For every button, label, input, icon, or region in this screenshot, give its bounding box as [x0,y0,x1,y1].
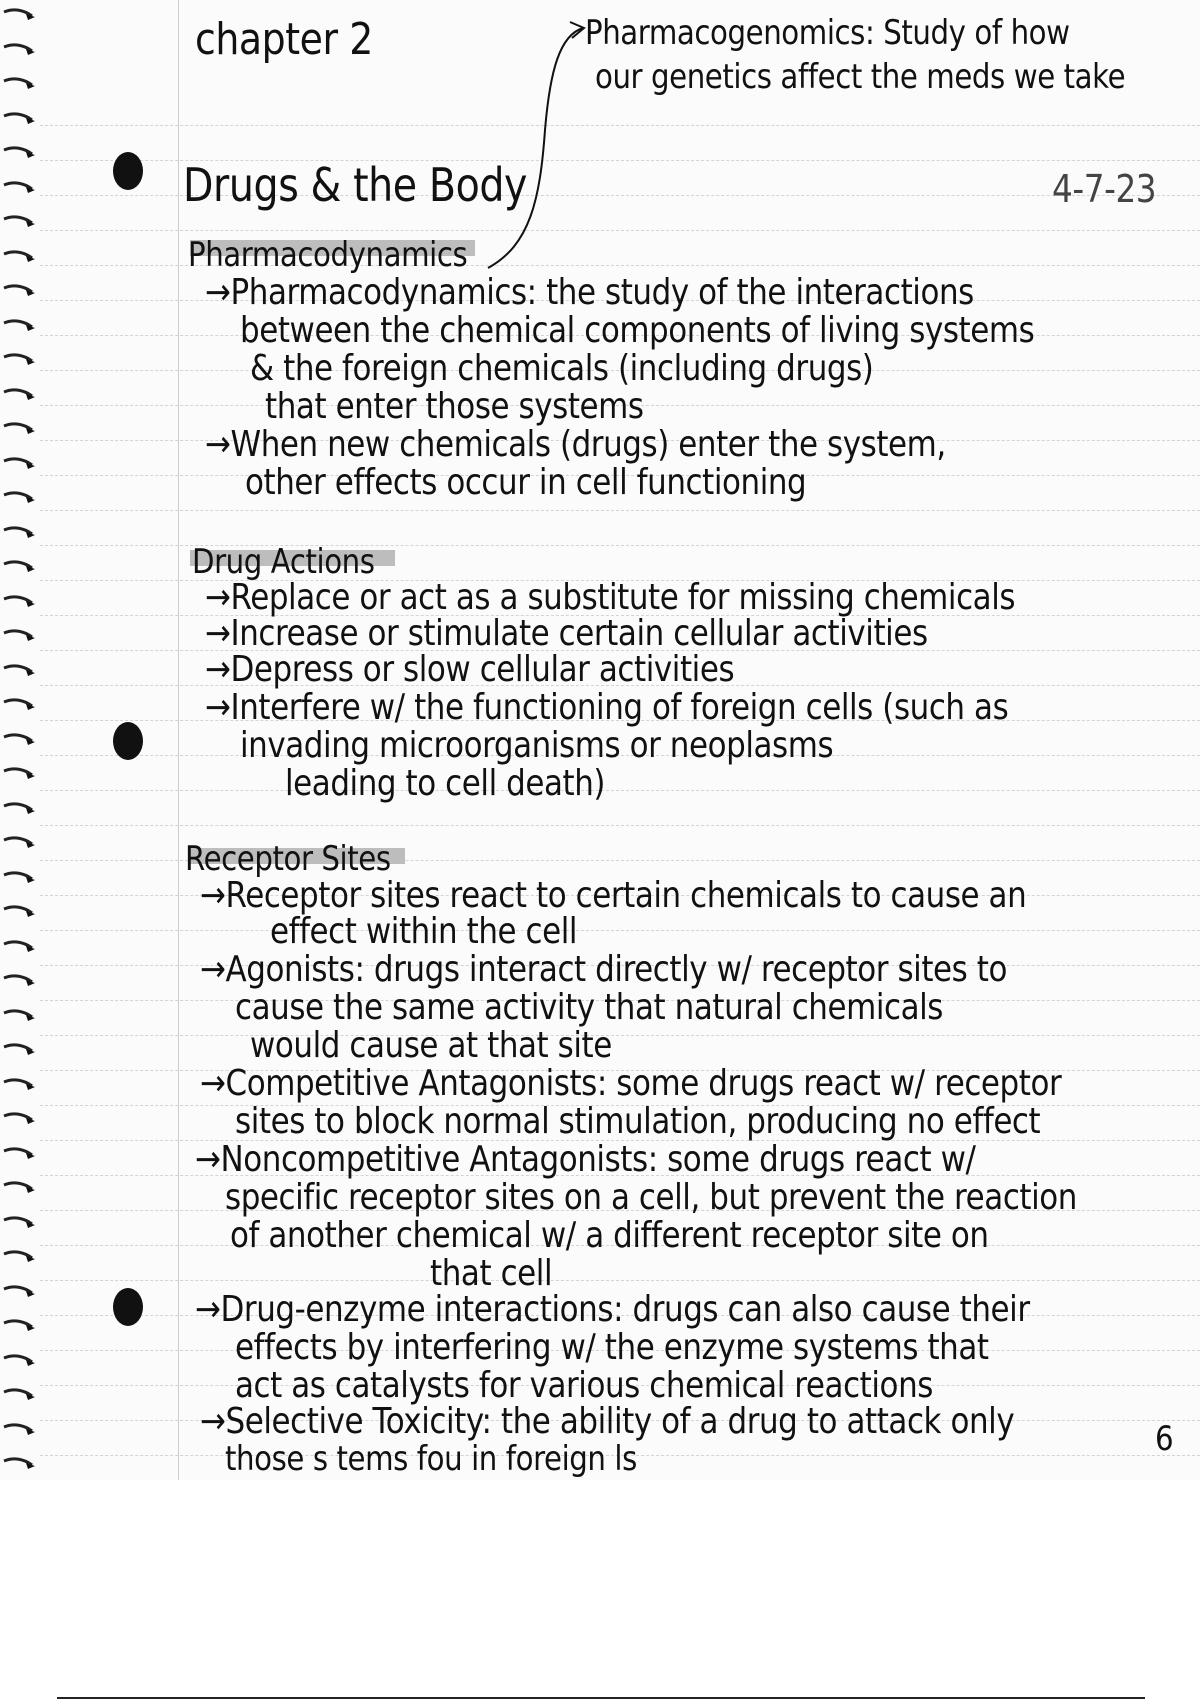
note-line: of another chemical w/ a different receptor site on [230,1215,989,1256]
note-line: →Agonists: drugs interact directly w/ receptor sites to [200,949,1008,990]
spiral-coil [2,181,36,193]
spiral-coil [2,457,36,469]
punch-hole [113,1288,143,1326]
note-line: →When new chemicals (drugs) enter the system, [205,424,946,465]
spiral-coil [2,146,36,158]
spiral-coil [2,284,36,296]
date: 4-7-23 [1052,167,1157,211]
spiral-coil [2,767,36,779]
spiral-coil [2,560,36,572]
note-line: specific receptor sites on a cell, but prevent the reaction [225,1177,1078,1218]
spiral-coil [2,836,36,848]
note-line: →Interfere w/ the functioning of foreign cells (such as [205,687,1009,728]
note-line: that cell [430,1253,553,1294]
note-line: →Replace or act as a substitute for missing chemicals [205,577,1016,618]
note-line: those s tems fou in foreign ls [225,1439,637,1479]
note-line: →Selective Toxicity: the ability of a drug to attack only [200,1401,1015,1442]
spiral-coil [2,1457,36,1469]
margin-line [178,0,179,1480]
page-number: 6 [1155,1419,1174,1459]
spiral-coil [2,974,36,986]
note-line: invading microorganisms or neoplasms [240,725,834,766]
note-line: that enter those systems [265,386,644,427]
note-line: sites to block normal stimulation, producing no effect [235,1101,1041,1142]
spiral-coil [2,77,36,89]
spiral-coil [2,905,36,917]
section-heading-receptor-sites: Receptor Sites [185,839,391,879]
spiral-coil [2,595,36,607]
spiral-coil [2,491,36,503]
spiral-coil [2,1423,36,1435]
spiral-coil [2,733,36,745]
note-line: cause the same activity that natural chemicals [235,987,944,1028]
spiral-coil [2,215,36,227]
note-line: →Pharmacodynamics: the study of the interactions [205,272,974,313]
spiral-coil [2,698,36,710]
spiral-coil [2,1078,36,1090]
spiral-coil [2,388,36,400]
spiral-coil [2,802,36,814]
note-line: effects by interfering w/ the enzyme systems that [235,1327,989,1368]
spiral-coil [2,8,36,20]
note-line: between the chemical components of living systems [240,310,1035,351]
note-line: & the foreign chemicals (including drugs) [250,348,874,389]
section-heading-pharmacodynamics: Pharmacodynamics [188,235,468,275]
spiral-coil [2,1354,36,1366]
note-line: →Competitive Antagonists: some drugs react w/ receptor [200,1063,1062,1104]
note-line: act as catalysts for various chemical reactions [235,1365,933,1406]
spiral-coil [2,1181,36,1193]
spiral-coil [2,43,36,55]
note-line: other effects occur in cell functioning [245,462,807,503]
spiral-coil [2,1319,36,1331]
note-line: →Noncompetitive Antagonists: some drugs react w/ [195,1139,976,1180]
bottom-divider [57,1697,1145,1699]
spiral-coil [2,250,36,262]
punch-hole [113,152,143,190]
section-heading-drug-actions: Drug Actions [192,542,375,582]
spiral-binding [0,8,40,1478]
spiral-coil [2,1147,36,1159]
side-note-line-2: our genetics affect the meds we take [595,57,1126,97]
page-title: Drugs & the Body [183,158,528,212]
spiral-coil [2,526,36,538]
note-line: →Depress or slow cellular activities [205,649,735,690]
spiral-coil [2,1285,36,1297]
spiral-coil [2,353,36,365]
spiral-coil [2,1250,36,1262]
spiral-coil [2,1388,36,1400]
note-line: effect within the cell [270,911,578,952]
note-line: →Drug-enzyme interactions: drugs can also cause their [195,1289,1030,1330]
note-line: leading to cell death) [285,763,606,804]
spiral-coil [2,940,36,952]
side-note-line-1: Pharmacogenomics: Study of how [585,13,1070,53]
spiral-coil [2,319,36,331]
note-line: →Receptor sites react to certain chemicals to cause an [200,875,1027,916]
note-line: →Increase or stimulate certain cellular activities [205,613,928,654]
spiral-coil [2,1043,36,1055]
spiral-coil [2,1009,36,1021]
spiral-coil [2,871,36,883]
spiral-coil [2,112,36,124]
spiral-coil [2,664,36,676]
spiral-coil [2,1112,36,1124]
note-line: would cause at that site [250,1025,612,1066]
chapter-label: chapter 2 [195,14,373,65]
spiral-coil [2,422,36,434]
spiral-coil [2,1216,36,1228]
punch-hole [113,722,143,760]
spiral-coil [2,629,36,641]
